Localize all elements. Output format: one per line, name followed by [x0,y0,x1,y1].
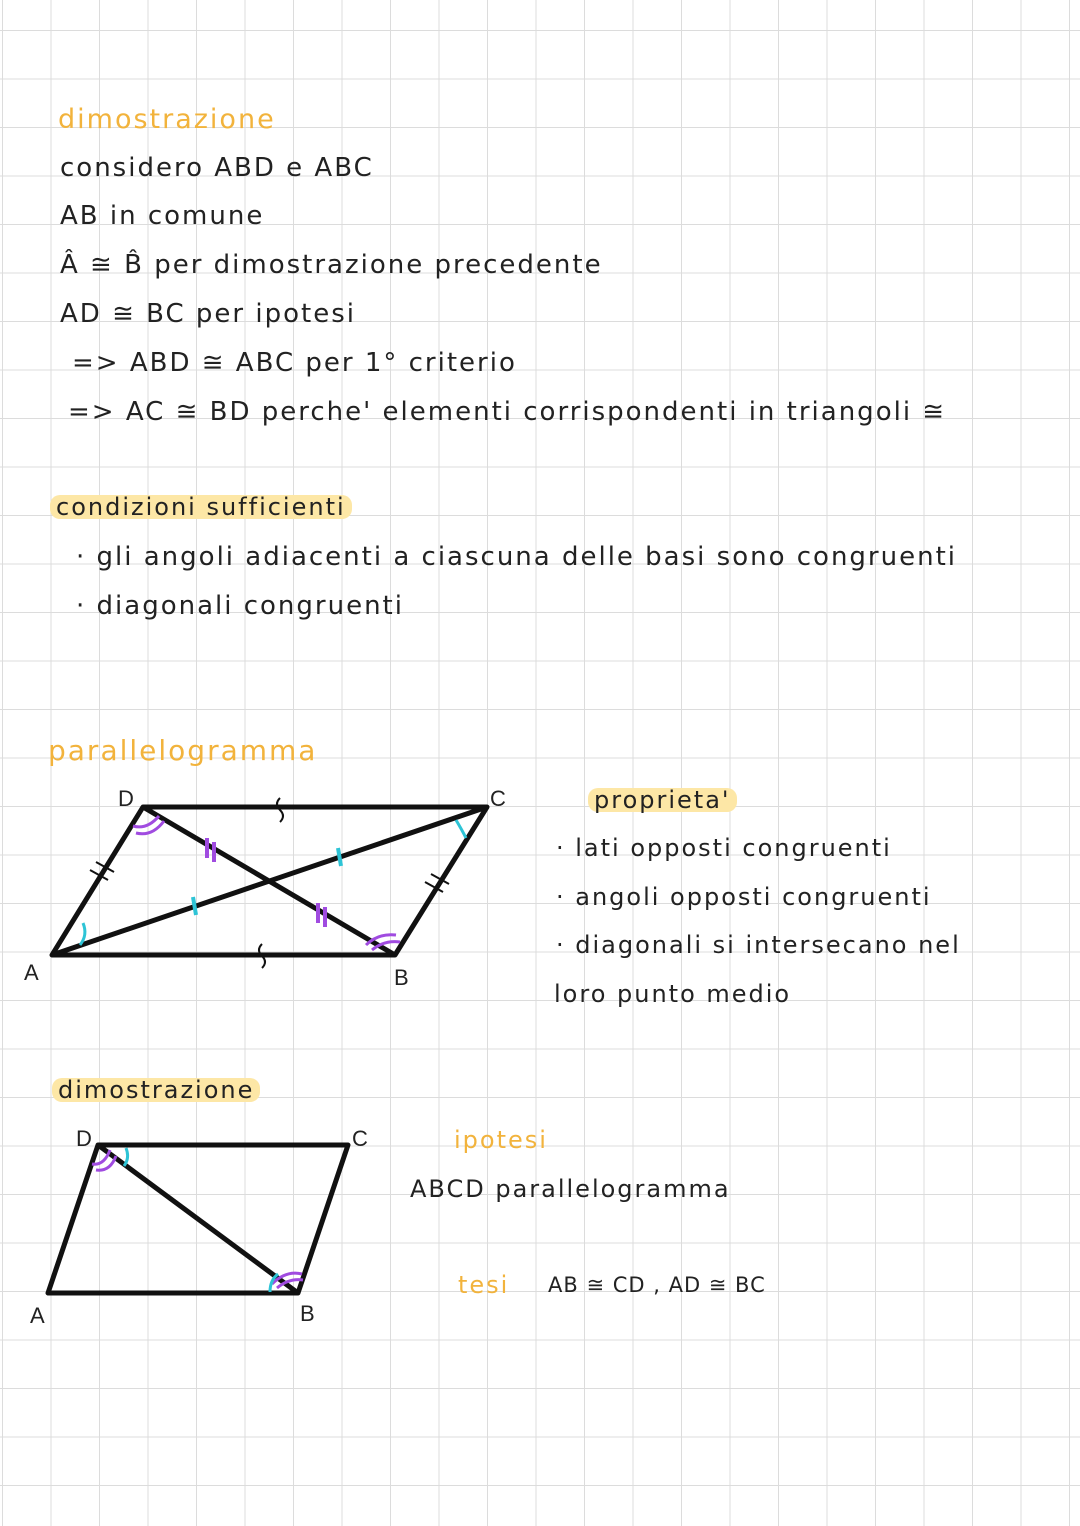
proof2-diagonal-bd [98,1145,298,1293]
proof2-vertex-a-label: A [30,1303,45,1328]
vertex-d-label: D [118,786,134,811]
proof2-vertex-c-label: C [352,1126,368,1151]
proof1-line-3: Â ≅ B̂ per dimostrazione precedente [60,250,603,280]
proof2-angle-d-cyan [124,1148,128,1166]
sufficient-item-1: · gli angoli adiacenti a ciascuna delle basi sono congruenti [76,542,957,572]
hypothesis-label: ipotesi [454,1126,548,1154]
proof1-line-6: => AC ≅ BD perche' elementi corrispondenti in triangoli ≅ [68,397,947,427]
proof1-title: dimostrazione [58,104,276,135]
property-2: · angoli opposti congruenti [556,883,932,911]
diagonal-bd [143,807,395,955]
angle-c-arc [456,820,466,838]
proof1-line-4: AD ≅ BC per ipotesi [60,299,356,329]
vertex-b-label: B [394,965,409,990]
property-3: · diagonali si intersecano nel [556,931,961,959]
tilde-mark-top [277,798,283,822]
proof2-title: dimostrazione [52,1078,260,1102]
parallelogram-title: parallelogramma [48,734,318,767]
vertex-c-label: C [490,786,506,811]
proof2-vertex-b-label: B [300,1301,315,1326]
proof2-vertex-d-label: D [76,1126,92,1151]
property-4: loro punto medio [554,980,792,1008]
sufficient-item-2: · diagonali congruenti [76,591,404,621]
vertex-a-label: A [24,960,39,985]
proof1-line-2: AB in comune [60,201,265,231]
thesis-label: tesi [458,1271,510,1299]
hypothesis-text: ABCD parallelogramma [410,1175,731,1203]
property-1: · lati opposti congruenti [556,834,892,862]
proof1-line-5: => ABD ≅ ABC per 1° criterio [72,348,517,378]
thesis-text: AB ≅ CD , AD ≅ BC [548,1273,766,1297]
properties-title: proprieta' [588,788,737,812]
sufficient-title: condizioni sufficienti [50,495,352,519]
proof1-line-1: considero ABD e ABC [60,153,374,183]
